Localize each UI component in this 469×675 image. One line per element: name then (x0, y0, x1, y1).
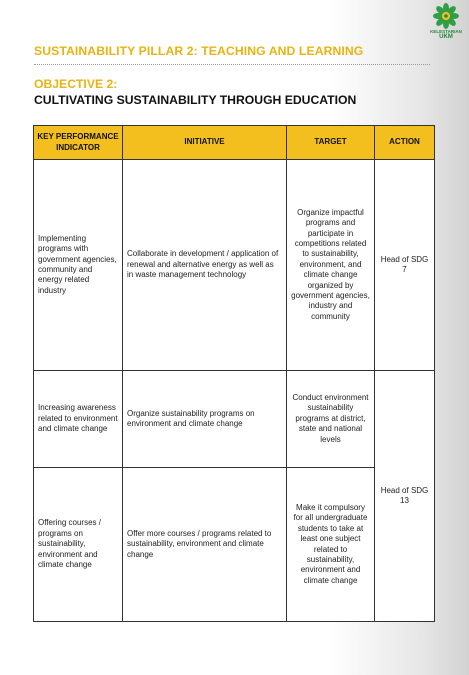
table-row (34, 160, 435, 371)
kpi-cell: Increasing awareness related to environment and climate change (34, 371, 123, 468)
initiative-cell: Collaborate in development / application of renewal and alternative energy as well as in waste management technology (123, 160, 287, 371)
table-row (34, 468, 435, 622)
table-row (34, 371, 435, 468)
table-header-row (34, 126, 435, 160)
kpi-table (33, 125, 435, 622)
pillar-heading: SUSTAINABILITY PILLAR 2: TEACHING AND LEARNING (34, 44, 364, 58)
kpi-cell: Implementing programs with government agencies, community and energy related industry (34, 160, 123, 371)
target-cell: Organize impactful programs and participate in competitions related to sustainability, environment, and climate change organized by government agencies, industry and community (287, 160, 375, 371)
action-cell: Head of SDG 7 (375, 160, 435, 371)
logo-text-line1: KELESTARIAN (430, 29, 462, 34)
initiative-cell: Organize sustainability programs on environment and climate change (123, 371, 287, 468)
objective-title: CULTIVATING SUSTAINABILITY THROUGH EDUCATION (34, 93, 357, 107)
flower-emblem-icon (433, 3, 459, 29)
logo-text-line2: UKM (439, 34, 453, 40)
header-action: ACTION (375, 126, 435, 160)
kpi-cell: Offering courses / programs on sustainability, environment and climate change (34, 468, 123, 622)
action-cell: Head of SDG 13 (375, 371, 435, 622)
initiative-cell: Offer more courses / programs related to sustainability, environment and climate change (123, 468, 287, 622)
kelestarian-ukm-logo (426, 3, 466, 41)
target-cell: Make it compulsory for all undergraduate students to take at least one subject related to sustainability, environment and climate change (287, 468, 375, 622)
header-kpi: KEY PERFORMANCE INDICATOR (34, 126, 123, 160)
dotted-divider (34, 64, 430, 65)
target-cell: Conduct environment sustainability programs at district, state and national levels (287, 371, 375, 468)
header-target: TARGET (287, 126, 375, 160)
objective-label: OBJECTIVE 2: (34, 77, 118, 91)
header-initiative: INITIATIVE (123, 126, 287, 160)
